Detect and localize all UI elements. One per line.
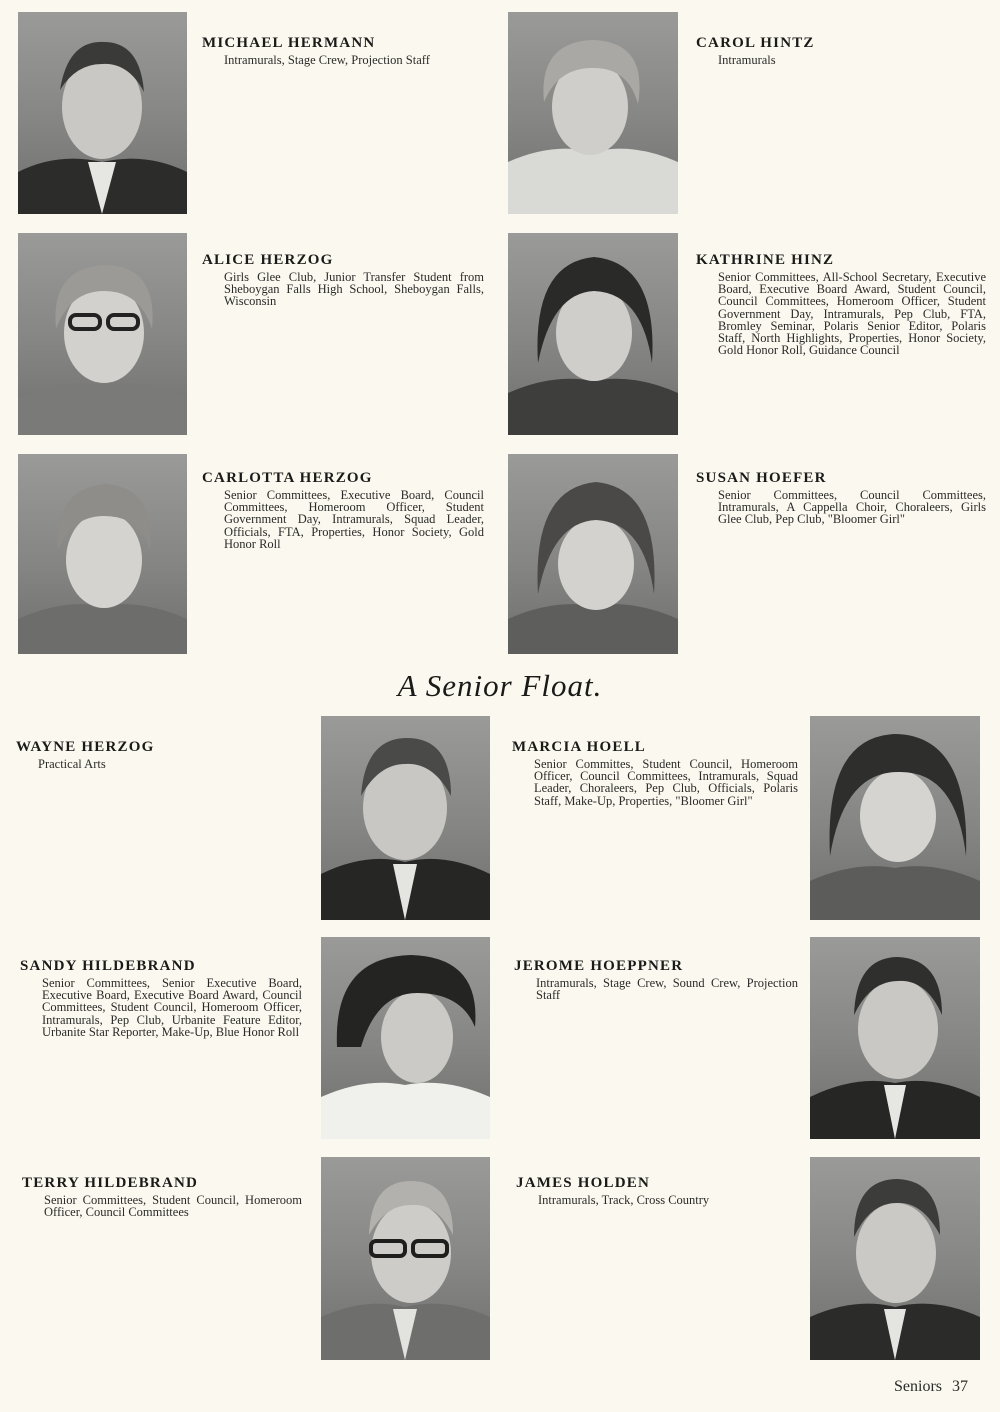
senior-activities: Intramurals, Stage Crew, Sound Crew, Projection Staff [536,976,798,1003]
senior-name: JEROME HOEPPNER [514,958,684,974]
section-headline: A Senior Float. [397,668,603,703]
senior-name: JAMES HOLDEN [516,1175,650,1191]
senior-activities: Girls Glee Club, Junior Transfer Student from Sheboygan Falls High School, Sheboygan Falls, Wisconsin [224,270,484,309]
senior-name: TERRY HILDEBRAND [22,1175,199,1191]
senior-activities: Senior Committees, Student Council, Homeroom Officer, Council Committees [44,1193,302,1220]
senior-entry [696,34,986,66]
portrait-photo [18,233,187,435]
senior-entry [696,251,986,356]
portrait-photo [508,233,678,435]
senior-activities: Senior Committees, Council Committees, Intramurals, A Cappella Choir, Choraleers, Girls Glee Club, Pep Club, "Bloomer Girl" [718,488,986,527]
portrait-photo [508,454,678,654]
portrait-photo [18,12,187,214]
senior-entry [202,34,484,66]
senior-activities: Intramurals, Track, Cross Country [538,1193,710,1207]
portrait-photo [810,716,980,920]
senior-activities: Practical Arts [38,757,106,771]
senior-name: CAROL HINTZ [696,35,815,51]
portrait-photo [810,1157,980,1360]
senior-name: MARCIA HOELL [512,739,646,755]
senior-activities: Intramurals, Stage Crew, Projection Staff [224,53,430,67]
senior-activities: Senior Committees, Senior Executive Board, Executive Board, Executive Board Award, Council Committees, Student Council, Homeroom Officer, Intramurals, Pep Club, Urbanite Feature Editor, Urbanite Star Reporter, Make-Up, Blue Honor Roll [42,976,302,1039]
page-number: 37 [952,1378,968,1395]
senior-entry [512,738,798,807]
senior-activities: Intramurals [718,53,776,67]
portrait-photo [810,937,980,1139]
senior-name: SUSAN HOEFER [696,470,827,486]
senior-activities: Senior Committees, Executive Board, Council Committees, Homeroom Officer, Student Government Day, Intramurals, Squad Leader, Officials, FTA, Properties, Honor Society, Gold Honor Roll [224,488,484,551]
section-label: Seniors [894,1378,942,1395]
senior-name: ALICE HERZOG [202,252,334,268]
senior-entry [202,251,484,308]
senior-name: WAYNE HERZOG [16,739,155,755]
portrait-photo [321,1157,490,1360]
portrait-photo [321,937,490,1139]
portrait-photo [18,454,187,654]
senior-activities: Senior Committes, Student Council, Homeroom Officer, Council Committees, Intramurals, Squad Leader, Choraleers, Pep Club, Officials, Polaris Staff, Make-Up, Properties, "Bloomer Girl" [534,757,798,808]
senior-entry [16,738,302,770]
senior-entry [516,1174,798,1206]
senior-entry [22,1174,302,1218]
senior-entry [20,957,302,1038]
senior-entry [202,469,484,550]
senior-name: CARLOTTA HERZOG [202,470,373,486]
portrait-photo [321,716,490,920]
senior-activities: Senior Committees, All-School Secretary, Executive Board, Executive Board Award, Student Council, Council Committees, Homeroom Officer, Student Government Day, Intramurals, Pep Club, FTA, Bromley Seminar, Polaris Senior Editor, Polaris Staff, North Highlights, Properties, Honor Society, Gold Honor Roll, Guidance Council [718,270,986,358]
senior-name: SANDY HILDEBRAND [20,958,196,974]
portrait-photo [508,12,678,214]
senior-name: MICHAEL HERMANN [202,35,376,51]
page-footer [894,1378,968,1396]
senior-entry [696,469,986,526]
senior-entry [514,957,798,1001]
senior-name: KATHRINE HINZ [696,252,835,268]
